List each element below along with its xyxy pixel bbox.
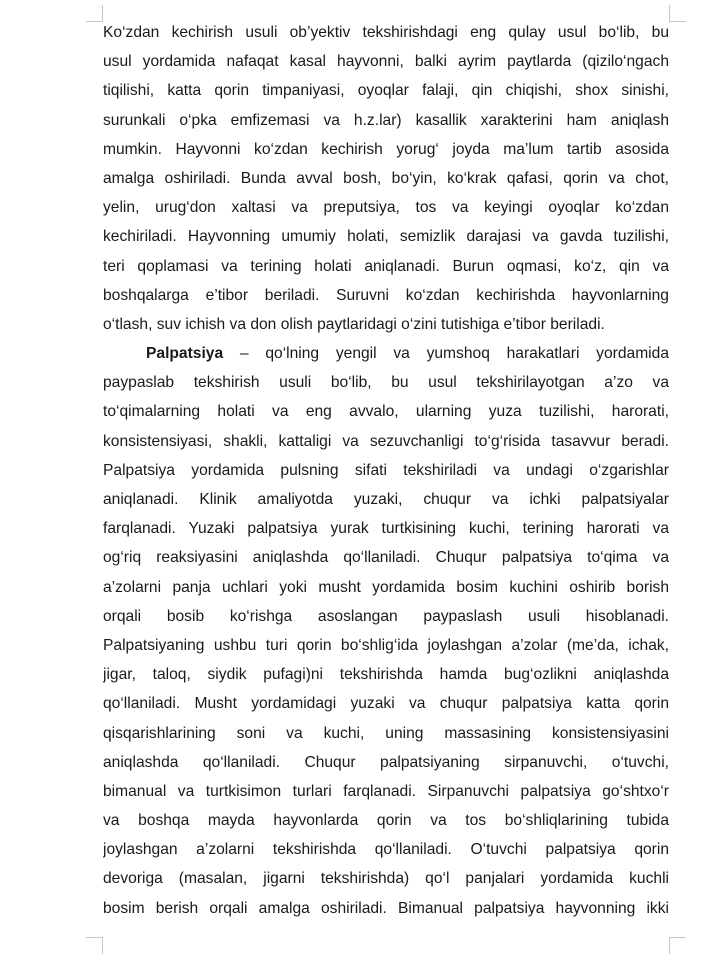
text-line: bimanual va turtkisimon turlari farqlanadi. Sirpanuvchi palpatsiya go‘shtxo‘r [103, 782, 669, 800]
text-line: joylashgan a’zolarni tekshirishda qo‘llaniladi. O‘tuvchi palpatsiya qorin [103, 841, 669, 859]
text-line: devoriga (masalan, jigarni tekshirishda) qo‘l panjalari yordamida kuchli [103, 870, 669, 888]
crop-mark-top-right [669, 5, 686, 22]
text-line: qo‘llaniladi. Musht yordamidagi yuzaki va chuqur palpatsiya katta qorin [103, 695, 669, 713]
text-line: va boshqa mayda hayvonlarda qorin va tos bo‘shliqlarining tubida [103, 812, 669, 830]
text-line: paypaslab tekshirish usuli bo‘lib, bu usul tekshirilayotgan a’zo va [103, 374, 669, 392]
lead-line-text: – qo‘lning yengil va yumshoq harakatlari yordamida [239, 345, 669, 363]
paragraph-palpation [103, 339, 669, 923]
text-line: amalga oshiriladi. Bunda avval bosh, bo‘yin, ko‘krak qafasi, qorin va chot, [103, 169, 669, 187]
text-line: Palpatsiyaning ushbu turi qorin bo‘shlig‘ida joylashgan a’zolar (me’da, ichak, [103, 636, 669, 654]
text-line: jigar, taloq, siydik pufagi)ni tekshirishda hamda bug‘ozlikni aniqlashda [103, 666, 669, 684]
text-line: konsistensiyasi, shakli, kattaligi va sezuvchanligi to‘g‘risida tasavvur beradi. [103, 432, 669, 450]
text-line: o‘tlash, suv ichish va don olish paytlaridagi o‘zini tutishiga e’tibor beriladi. [103, 315, 605, 333]
text-line: qisqarishlarining soni va kuchi, uning massasining konsistensiyasini [103, 724, 669, 742]
text-line: a’zolarni panja uchlari yoki musht yordamida bosim kuchini oshirib borish [103, 578, 669, 596]
text-line: yelin, urug‘don xaltasi va preputsiya, tos va keyingi oyoqlar ko‘zdan [103, 199, 669, 217]
text-line: kechiriladi. Hayvonning umumiy holati, semizlik darajasi va gavda tuzilishi, [103, 228, 669, 246]
text-line: tiqilishi, katta qorin timpaniyasi, oyoqlar falaji, qin chiqishi, shox sinishi, [103, 82, 669, 100]
text-line: usul yordamida nafaqat kasal hayvonni, balki ayrim paytlarda (qizilo‘ngach [103, 53, 669, 71]
body-text [103, 18, 669, 923]
text-line: orqali bosib ko‘rishga asoslangan paypaslash usuli hisoblanadi. [103, 607, 669, 625]
text-line: surunkali o‘pka emfizemasi va h.z.lar) kasallik xarakterini ham aniqlash [103, 111, 669, 129]
crop-mark-top-left [86, 5, 103, 22]
text-line: mumkin. Hayvonni ko‘zdan kechirish yorug‘ joyda ma’lum tartib asosida [103, 140, 669, 158]
text-line: bosim berish orqali amalga oshiriladi. Bimanual palpatsiya hayvonning ikki [103, 899, 669, 917]
text-line: Ko‘zdan kechirish usuli ob’yektiv tekshirishdagi eng qulay usul bo‘lib, bu [103, 24, 669, 41]
text-line: aniqlanadi. Klinik amaliyotda yuzaki, chuqur va ichki palpatsiyalar [103, 491, 669, 508]
text-line: boshqalarga e’tibor beriladi. Suruvni ko‘zdan kechirishda hayvonlarning [103, 286, 669, 304]
lead-term: Palpatsiya [146, 345, 224, 363]
paragraph-first-line [103, 339, 669, 368]
paragraph-observation [103, 18, 669, 339]
text-line: aniqlashda qo‘llaniladi. Chuqur palpatsiyaning sirpanuvchi, o‘tuvchi, [103, 753, 669, 771]
text-line: Palpatsiya yordamida pulsning sifati tekshiriladi va undagi o‘zgarishlar [103, 461, 669, 479]
text-line: teri qoplamasi va terining holati aniqlanadi. Burun oqmasi, ko‘z, qin va [103, 257, 669, 275]
text-line: farqlanadi. Yuzaki palpatsiya yurak turtkisining kuchi, terining harorati va [103, 520, 669, 538]
text-line: to‘qimalarning holati va eng avvalo, ularning yuza tuzilishi, harorati, [103, 403, 669, 421]
text-line: og‘riq reaksiyasini aniqlashda qo‘llaniladi. Chuqur palpatsiya to‘qima va [103, 549, 669, 567]
